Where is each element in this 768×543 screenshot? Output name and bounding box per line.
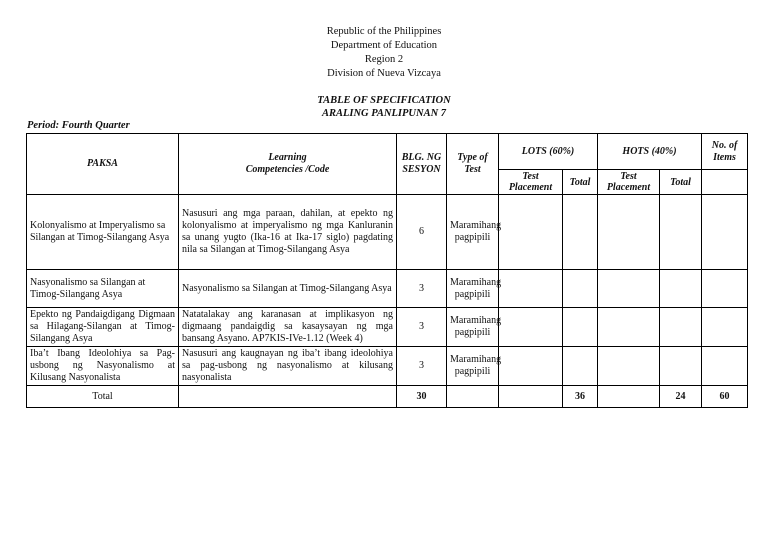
period-label: Period: Fourth Quarter (27, 120, 130, 131)
total-row (27, 386, 748, 408)
header-hots-test-placement: Test Placement (598, 170, 660, 195)
row-topic: Kolonyalismo at Imperyalismo sa Silangan at Timog-Silangang Asya (27, 195, 179, 270)
header-competencies-line-1: Learning (268, 152, 307, 163)
row-test-type: Maramihang pagpipili (447, 195, 499, 270)
document-title (0, 94, 768, 120)
total-lots: 36 (563, 386, 598, 408)
header-hots-total: Total (660, 170, 702, 195)
row-items (702, 308, 748, 347)
table-row (27, 270, 748, 308)
header-competencies-line-2: Competencies /Code (245, 164, 330, 175)
row-hots-placement (598, 347, 660, 386)
row-items (702, 195, 748, 270)
header-department: Department of Education (330, 40, 438, 51)
table-row (27, 308, 748, 347)
total-type-blank (447, 386, 499, 408)
header-sesyon: BLG. NG SESYON (397, 134, 447, 195)
row-hots-total (660, 270, 702, 308)
row-hots-placement (598, 270, 660, 308)
row-competency: Nasyonalismo sa Silangan at Timog-Silangang Asya (179, 270, 397, 308)
table-row (27, 195, 748, 270)
row-lots-total (563, 347, 598, 386)
header-type: Type of Test (447, 134, 499, 195)
row-competency: Nasusuri ang kaugnayan ng iba’t ibang ideolohiya sa pag-usbong ng nasyonalismo at kilusang nasyonalista (179, 347, 397, 386)
header-country: Republic of the Philippines (326, 26, 442, 37)
total-lots-placement (499, 386, 563, 408)
specification-table (26, 133, 748, 408)
header-lots: LOTS (60%) (499, 134, 598, 170)
row-test-type: Maramihang pagpipili (447, 347, 499, 386)
row-sessions: 3 (397, 347, 447, 386)
row-lots-placement (499, 308, 563, 347)
header-hots: HOTS (40%) (598, 134, 702, 170)
row-competency: Nasusuri ang mga paraan, dahilan, at epekto ng kolonyalismo at imperyalismo ng mga Kanluranin sa unang yugto (Ika-16 at Ika-17 siglo) pagdating nila sa Silangan at Timog-Silangang Asya (179, 195, 397, 270)
row-items (702, 347, 748, 386)
row-sessions: 3 (397, 270, 447, 308)
total-competency-blank (179, 386, 397, 408)
header-competencies (179, 134, 397, 195)
row-lots-total (563, 195, 598, 270)
row-sessions: 6 (397, 195, 447, 270)
header-row-1 (27, 134, 748, 170)
row-lots-placement (499, 195, 563, 270)
total-hots: 24 (660, 386, 702, 408)
row-lots-placement (499, 347, 563, 386)
header-region: Region 2 (364, 54, 404, 65)
header-division: Division of Nueva Vizcaya (327, 68, 441, 79)
row-items (702, 270, 748, 308)
row-hots-placement (598, 308, 660, 347)
header-lots-test-placement: Test Placement (499, 170, 563, 195)
title-line-1: TABLE OF SPECIFICATION (317, 95, 451, 106)
row-hots-total (660, 308, 702, 347)
table-row (27, 347, 748, 386)
row-topic: Epekto ng Pandaigdigang Digmaan sa Hilagang-Silangan at Timog-Silangang Asya (27, 308, 179, 347)
row-test-type: Maramihang pagpipili (447, 270, 499, 308)
total-items: 60 (702, 386, 748, 408)
row-topic: Iba’t Ibang Ideolohiya sa Pag-usbong ng Nasyonalismo at Kilusang Nasyonalista (27, 347, 179, 386)
total-sessions: 30 (397, 386, 447, 408)
total-hots-placement (598, 386, 660, 408)
row-lots-placement (499, 270, 563, 308)
header-lots-total: Total (563, 170, 598, 195)
row-competency: Natatalakay ang karanasan at implikasyon ng digmaang pandaigdig sa kasaysayan ng mga bansang Asyano. AP7KIS-IVe-1.12 (Week 4) (179, 308, 397, 347)
header-items: No. of Items (702, 134, 748, 170)
title-line-2: ARALING PANLIPUNAN 7 (321, 108, 447, 119)
row-hots-placement (598, 195, 660, 270)
row-hots-total (660, 195, 702, 270)
row-hots-total (660, 347, 702, 386)
total-label: Total (27, 386, 179, 408)
row-test-type: Maramihang pagpipili (447, 308, 499, 347)
document-header (0, 25, 768, 81)
row-topic: Nasyonalismo sa Silangan at Timog-Silangang Asya (27, 270, 179, 308)
header-items-blank (702, 170, 748, 195)
row-lots-total (563, 270, 598, 308)
row-lots-total (563, 308, 598, 347)
header-paksa: PAKSA (27, 134, 179, 195)
row-sessions: 3 (397, 308, 447, 347)
